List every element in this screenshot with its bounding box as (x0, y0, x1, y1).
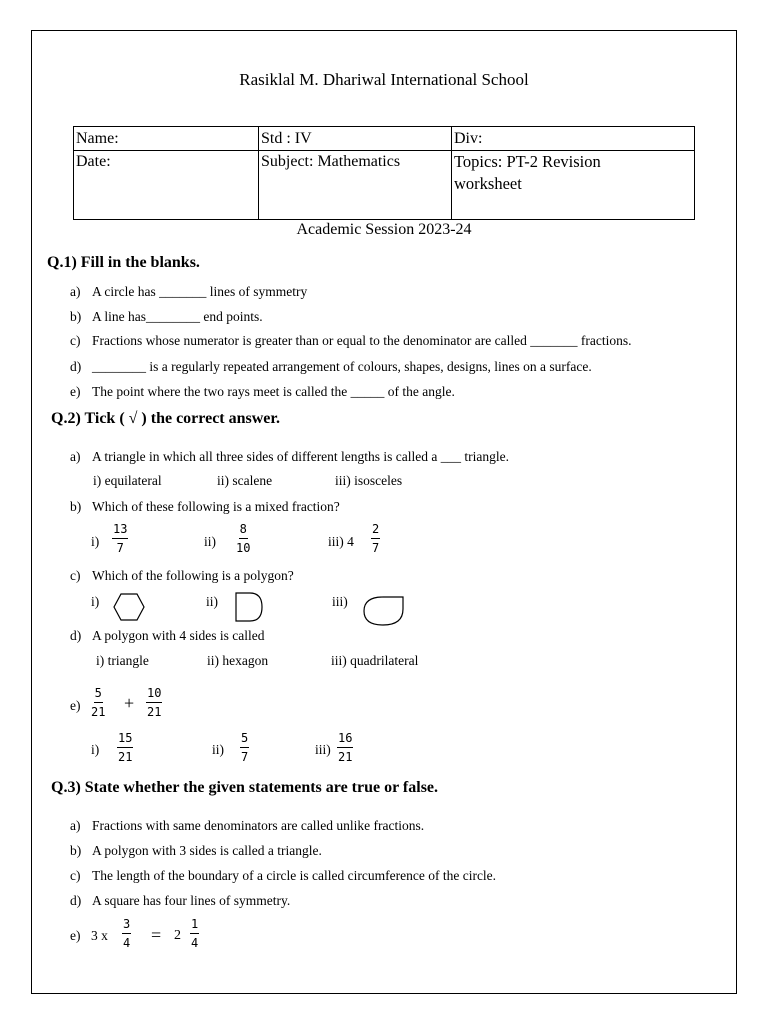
item-label: c) (70, 868, 81, 883)
q2b-option-3-label: iii) 4 (328, 534, 354, 549)
item-text: A polygon with 4 sides is called (92, 628, 265, 643)
academic-session: Academic Session 2023-24 (296, 221, 472, 238)
denominator: 7 (372, 541, 380, 555)
q3e-prefix: 3 x (91, 928, 108, 943)
q2-item-c (70, 568, 294, 584)
q2e-option-3-fraction (337, 731, 353, 764)
item-text: The length of the boundary of a circle is called circumference of the circle. (92, 868, 497, 883)
item-text: ________ is a regularly repeated arrangement of colours, shapes, designs, lines on a surface. (92, 359, 592, 374)
q2a-option-1: i) equilateral (93, 473, 162, 488)
q2-heading: Q.2) Tick ( √ ) the correct answer. (51, 410, 281, 427)
d-shape-icon (233, 591, 265, 623)
q2-item-d (70, 628, 265, 644)
item-text: A circle has _______ lines of symmetry (92, 284, 308, 299)
q2e-fraction-1 (91, 686, 105, 719)
q2d-option-2: ii) hexagon (207, 653, 269, 668)
item-label: d) (70, 628, 82, 643)
numerator: 2 (371, 522, 380, 539)
numerator: 5 (240, 731, 249, 748)
q3-item-e-label: e) (70, 928, 81, 943)
q2b-option-1-label: i) (91, 534, 100, 549)
topics-line-1: Topics: PT-2 Revision (454, 152, 601, 171)
subject-cell: Subject: Mathematics (259, 151, 452, 220)
q3-item-c (70, 868, 496, 884)
denominator: 7 (116, 541, 124, 555)
item-text: Which of these following is a mixed fraction? (92, 499, 340, 514)
q1-item-e (70, 384, 455, 400)
q2e-option-2-fraction (240, 731, 249, 764)
q3e-fraction-2 (190, 917, 199, 950)
numerator: 3 (122, 917, 131, 934)
q2c-option-3-label: iii) (332, 594, 348, 609)
item-text: Fractions whose numerator is greater than or equal to the denominator are called _______ fractions. (92, 333, 632, 348)
item-text: A triangle in which all three sides of different lengths is called a ___ triangle. (92, 449, 510, 464)
topics-line-2: worksheet (454, 174, 522, 193)
item-label: b) (70, 499, 82, 514)
q3-item-a (70, 818, 424, 834)
q1-heading: Q.1) Fill in the blanks. (47, 254, 200, 271)
numerator: 16 (337, 731, 353, 748)
item-label: b) (70, 309, 82, 324)
q3-item-d (70, 893, 290, 909)
div-cell: Div: (452, 127, 695, 151)
q2-item-b (70, 499, 340, 515)
item-label: b) (70, 843, 82, 858)
q3-item-b (70, 843, 322, 859)
denominator: 21 (147, 705, 162, 719)
q2c-option-2-label: ii) (206, 594, 218, 609)
item-text: The point where the two rays meet is called the _____ of the angle. (92, 384, 455, 399)
numerator: 1 (190, 917, 199, 934)
q1-item-a (70, 284, 307, 300)
std-cell: Std : IV (259, 127, 452, 151)
q2e-option-3-label: iii) (315, 742, 331, 757)
item-label: a) (70, 284, 81, 299)
q1-item-b (70, 309, 263, 325)
q2b-option-1-fraction (112, 522, 128, 555)
item-text: A polygon with 3 sides is called a triangle. (92, 843, 322, 858)
q1-item-c (70, 333, 631, 349)
date-cell: Date: (74, 151, 259, 220)
hexagon-shape-icon (113, 592, 145, 622)
denominator: 4 (123, 936, 131, 950)
plus-sign: + (124, 693, 135, 713)
q2b-option-2-label: ii) (204, 534, 216, 549)
denominator: 4 (191, 936, 199, 950)
item-label: e) (70, 384, 81, 399)
student-info-table (73, 126, 695, 220)
item-text: A line has________ end points. (92, 309, 263, 324)
numerator: 10 (146, 686, 162, 703)
q2d-option-1: i) triangle (96, 653, 149, 668)
denominator: 21 (118, 750, 133, 764)
item-label: a) (70, 449, 81, 464)
q3-heading: Q.3) State whether the given statements are true or false. (51, 779, 439, 796)
q2a-option-2: ii) scalene (217, 473, 273, 488)
curved-closed-shape-icon (361, 593, 407, 627)
q2-item-a (70, 449, 509, 465)
topics-cell (452, 151, 695, 220)
numerator: 5 (94, 686, 103, 703)
denominator: 21 (338, 750, 353, 764)
item-text: A square has four lines of symmetry. (92, 893, 291, 908)
numerator: 8 (239, 522, 248, 539)
q2d-option-3: iii) quadrilateral (331, 653, 419, 668)
item-label: c) (70, 568, 81, 583)
denominator: 10 (236, 541, 251, 555)
q3e-whole-number: 2 (174, 928, 181, 943)
q2e-option-1-fraction (117, 731, 133, 764)
denominator: 7 (241, 750, 249, 764)
q2e-option-1-label: i) (91, 742, 100, 757)
item-label: a) (70, 818, 81, 833)
equals-sign: = (151, 925, 162, 945)
school-name: Rasiklal M. Dhariwal International School (239, 70, 529, 89)
q2e-option-2-label: ii) (212, 742, 224, 757)
numerator: 13 (112, 522, 128, 539)
q2b-option-2-fraction (236, 522, 250, 555)
q2e-fraction-2 (146, 686, 162, 719)
q2c-option-1-label: i) (91, 594, 100, 609)
q3e-fraction-1 (122, 917, 131, 950)
q2-item-e-label: e) (70, 698, 81, 713)
item-text: Which of the following is a polygon? (92, 568, 294, 583)
item-text: Fractions with same denominators are called unlike fractions. (92, 818, 425, 833)
item-label: c) (70, 333, 81, 348)
numerator: 15 (117, 731, 133, 748)
item-label: d) (70, 359, 82, 374)
q2a-option-3: iii) isosceles (335, 473, 403, 488)
item-label: d) (70, 893, 82, 908)
q1-item-d (70, 359, 592, 375)
q2b-option-3-fraction (371, 522, 380, 555)
denominator: 21 (91, 705, 106, 719)
name-cell: Name: (74, 127, 259, 151)
